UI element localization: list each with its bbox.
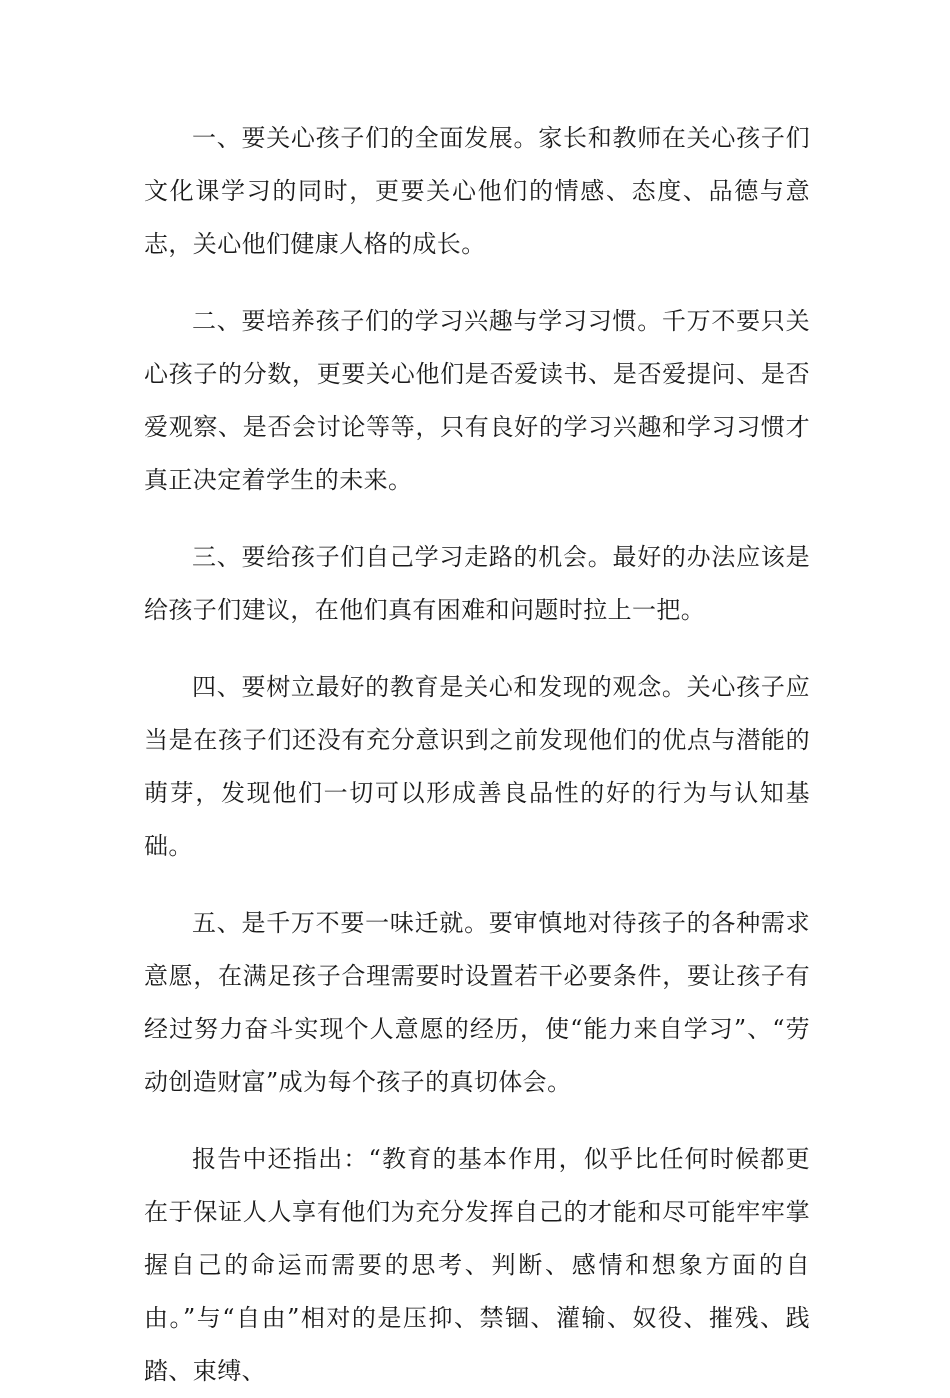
paragraph-3: 三、要给孩子们自己学习走路的机会。最好的办法应该是给孩子们建议，在他们真有困难和问题时拉上一把。 [144, 543, 810, 624]
paragraph-2: 二、要培养孩子们的学习兴趣与学习习惯。千万不要只关心孩子的分数，更要关心他们是否爱读书、是否爱提问、是否爱观察、是否会讨论等等，只有良好的学习兴趣和学习习惯才真正决定着学生的未来。 [144, 307, 810, 494]
paragraph-1: 一、要关心孩子们的全面发展。家长和教师在关心孩子们文化课学习的同时，更要关心他们的情感、态度、品德与意志，关心他们健康人格的成长。 [144, 124, 810, 258]
paragraph-6: 报告中还指出：“教育的基本作用，似乎比任何时候都更在于保证人人享有他们为充分发挥自己的才能和尽可能牢牢掌握自己的命运而需要的思考、判断、感情和想象方面的自由。”与“自由”相对的是压抑、禁锢、灌输、奴役、摧残、践踏、束缚、 [144, 1145, 810, 1385]
paragraph-4: 四、要树立最好的教育是关心和发现的观念。关心孩子应当是在孩子们还没有充分意识到之前发现他们的优点与潜能的萌芽，发现他们一切可以形成善良品性的好的行为与认知基础。 [144, 673, 810, 860]
paragraph-5: 五、是千万不要一味迁就。要审慎地对待孩子的各种需求意愿，在满足孩子合理需要时设置若干必要条件，要让孩子有经过努力奋斗实现个人意愿的经历，使“能力来自学习”、“劳动创造财富”成为每个孩子的真切体会。 [144, 909, 810, 1096]
document-body [144, 112, 810, 1398]
